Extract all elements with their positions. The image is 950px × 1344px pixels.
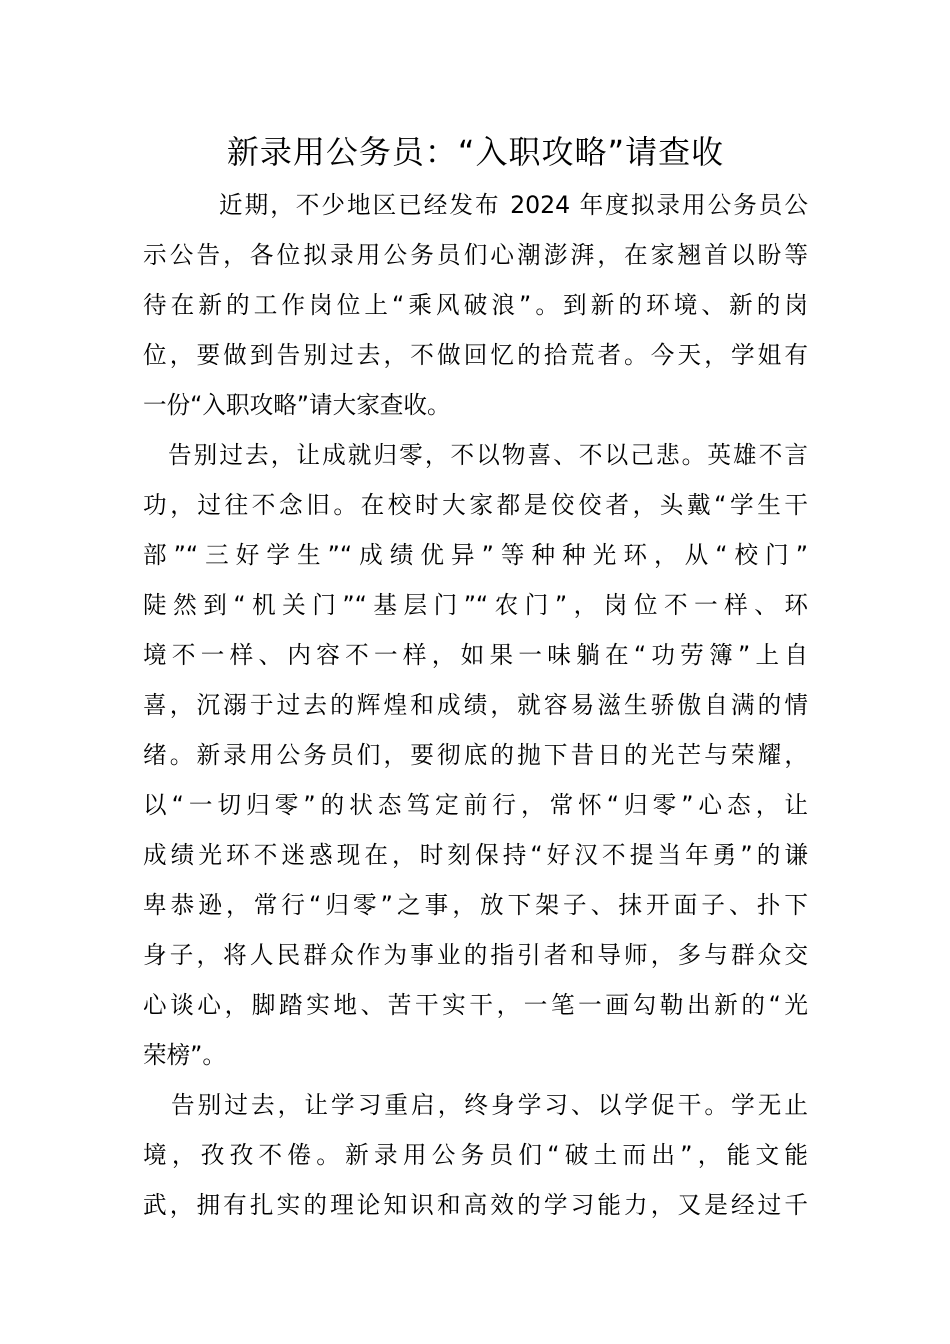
paragraph-line: 待在新的工作岗位上“乘风破浪”。到新的环境、新的岗 — [143, 291, 808, 319]
paragraph-line: 境，孜孜不倦。新录用公务员们“破土而出”，能文能 — [143, 1141, 808, 1169]
paragraph-line: 境不一样、内容不一样，如果一味躺在“功劳簿”上自 — [143, 641, 808, 669]
paragraph-line: 告别过去，让成就归零，不以物喜、不以己悲。英雄不言 — [168, 441, 808, 469]
paragraph-2 — [143, 430, 808, 1080]
paragraph-line: 以“一切归零”的状态笃定前行，常怀“归零”心态，让 — [143, 791, 808, 819]
document-title: 新录用公务员：“入职攻略”请查收 — [226, 133, 725, 171]
paragraph-line: 卑恭逊，常行“归零”之事，放下架子、抹开面子、扑下 — [143, 891, 808, 919]
paragraph-line: 部”“三好学生”“成绩优异”等种种光环，从“校门” — [143, 541, 808, 569]
paragraph-line: 告别过去，让学习重启，终身学习、以学促干。学无止 — [171, 1091, 808, 1119]
paragraph-line: 成绩光环不迷惑现在，时刻保持“好汉不提当年勇”的谦 — [143, 841, 808, 869]
paragraph-line: 喜，沉溺于过去的辉煌和成绩，就容易滋生骄傲自满的情 — [143, 691, 808, 719]
paragraph-1 — [143, 180, 808, 430]
document-page — [143, 128, 808, 1230]
paragraph-line: 位，要做到告别过去，不做回忆的拾荒者。今天，学姐有 — [143, 341, 808, 369]
paragraph-line: 示公告，各位拟录用公务员们心潮澎湃，在家翘首以盼等 — [143, 241, 808, 269]
paragraph-line: 近期，不少地区已经发布 2024 年度拟录用公务员公 — [219, 191, 808, 219]
paragraph-line: 武，拥有扎实的理论知识和高效的学习能力，又是经过千 — [143, 1191, 808, 1219]
paragraph-line: 绪。新录用公务员们，要彻底的抛下昔日的光芒与荣耀， — [143, 741, 808, 769]
paragraph-line: 荣榜”。 — [143, 1041, 227, 1069]
paragraph-line: 功，过往不念旧。在校时大家都是佼佼者，头戴“学生干 — [143, 491, 808, 519]
paragraph-line: 一份“入职攻略”请大家查收。 — [143, 391, 451, 419]
paragraph-line: 陡然到“机关门”“基层门”“农门”，岗位不一样、环 — [143, 591, 808, 619]
paragraph-line: 身子，将人民群众作为事业的指引者和导师，多与群众交 — [143, 941, 808, 969]
paragraph-line: 心谈心，脚踏实地、苦干实干，一笔一画勾勒出新的“光 — [143, 991, 808, 1019]
paragraph-3 — [143, 1080, 808, 1230]
